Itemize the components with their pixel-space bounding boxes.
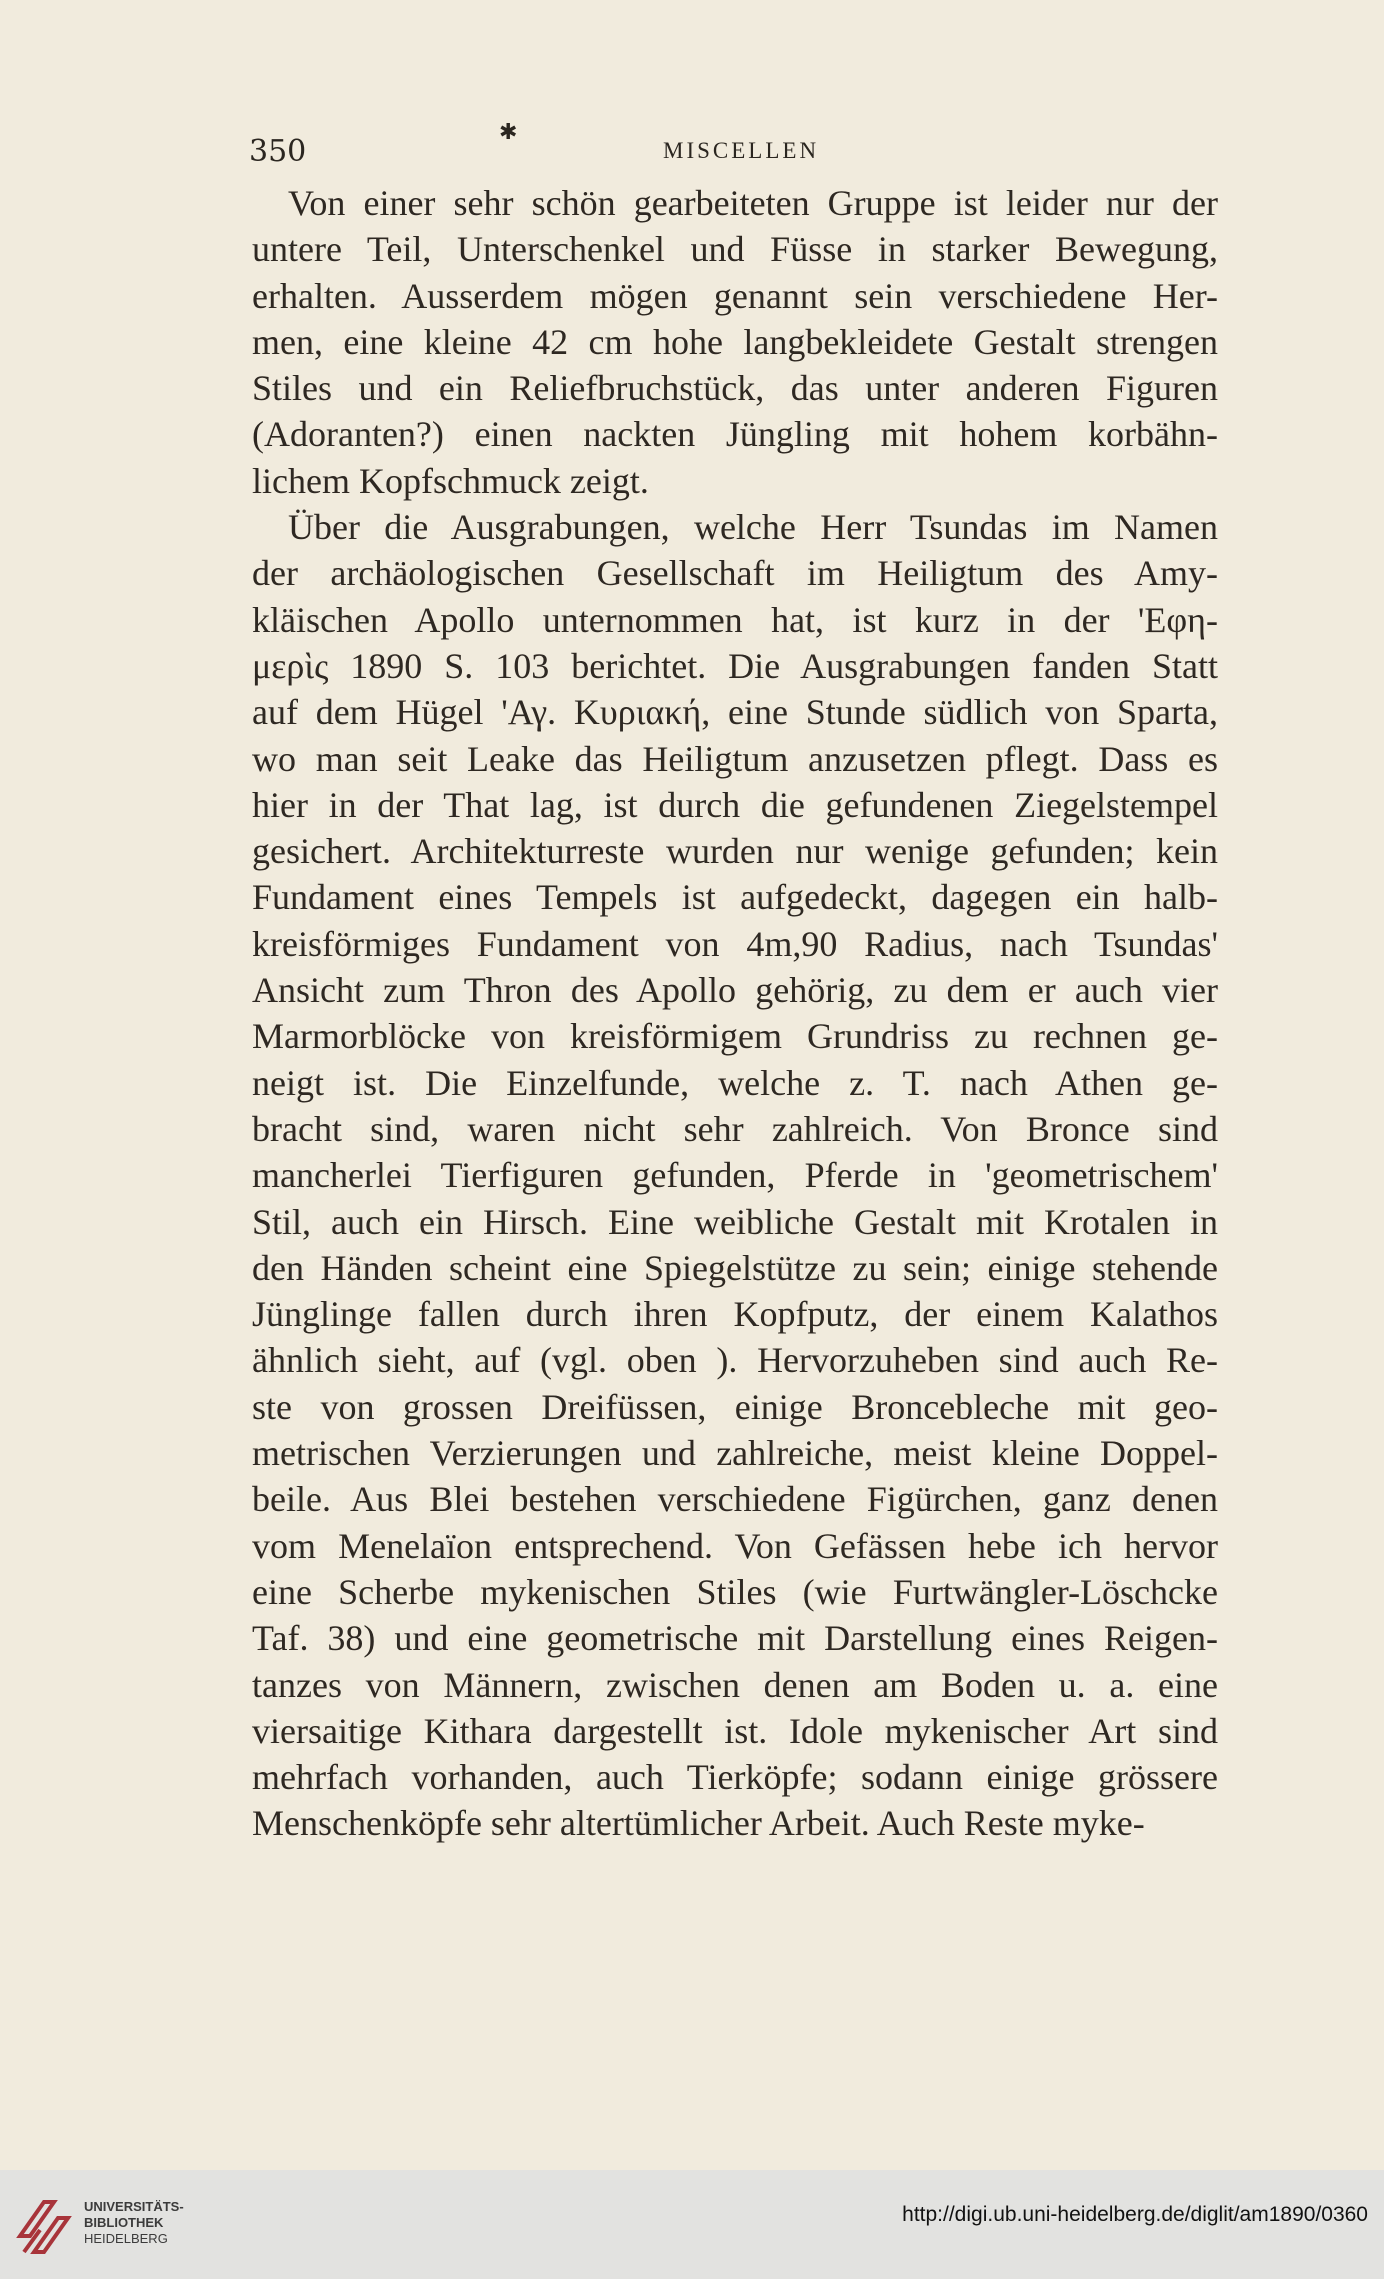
text-line: hier in der That lag, ist durch die gefundenen Ziegelstempel bbox=[252, 784, 1218, 825]
text-line: kläischen Apollo unternommen hat, ist kurz in der 'Εφη- bbox=[252, 599, 1218, 640]
text-line: Menschenköpfe sehr altertümlicher Arbeit. Auch Reste myke- bbox=[252, 1803, 1145, 1844]
library-name-line: UNIVERSITÄTS- bbox=[84, 2199, 184, 2214]
text-line: Jünglinge fallen durch ihren Kopfputz, der einem Kalathos bbox=[252, 1294, 1218, 1335]
library-name-line: BIBLIOTHEK bbox=[84, 2215, 164, 2230]
text-line: mancherlei Tierfiguren gefunden, Pferde in 'geometrischem' bbox=[252, 1155, 1218, 1196]
paragraph-excavations bbox=[252, 504, 1218, 1847]
text-line: untere Teil, Unterschenkel und Füsse in starker Bewegung, bbox=[252, 229, 1218, 270]
paragraph-sculpture-group bbox=[252, 180, 1218, 504]
text-line: Von einer sehr schön gearbeiteten Gruppe ist leider nur der bbox=[288, 183, 1218, 223]
text-line: der archäologischen Gesellschaft im Heiligtum des Amy- bbox=[252, 553, 1218, 594]
text-line: Stiles und ein Reliefbruchstück, das unter anderen Figuren bbox=[252, 368, 1218, 409]
text-line: Marmorblöcke von kreisförmigem Grundriss zu rechnen ge- bbox=[252, 1016, 1218, 1057]
text-line: beile. Aus Blei bestehen verschiedene Figürchen, ganz denen bbox=[252, 1479, 1218, 1520]
section-title: MISCELLEN bbox=[663, 138, 820, 163]
text-line: wo man seit Leake das Heiligtum anzusetzen pflegt. Dass es bbox=[252, 738, 1218, 779]
ornament-mark: ✱ bbox=[499, 120, 518, 145]
text-line: erhalten. Ausserdem mögen genannt sein verschiedene Her- bbox=[252, 275, 1218, 316]
text-line: ähnlich sieht, auf (vgl. oben ). Hervorzuheben sind auch Re- bbox=[252, 1340, 1218, 1381]
text-line: tanzes von Männern, zwischen denen am Boden u. a. eine bbox=[252, 1664, 1218, 1705]
text-line: auf dem Hügel 'Αγ. Κυριακή, eine Stunde südlich von Sparta, bbox=[252, 692, 1218, 733]
text-line: ste von grossen Dreifüssen, einige Broncebleche mit geo- bbox=[252, 1386, 1218, 1427]
text-line: Taf. 38) und eine geometrische mit Darstellung eines Reigen- bbox=[252, 1618, 1218, 1659]
text-line: kreisförmiges Fundament von 4m,90 Radius, nach Tsundas' bbox=[252, 923, 1218, 964]
text-line: Ansicht zum Thron des Apollo gehörig, zu dem er auch vier bbox=[252, 970, 1218, 1011]
footer-bar bbox=[0, 2170, 1384, 2279]
text-line: den Händen scheint eine Spiegelstütze zu sein; einige stehende bbox=[252, 1247, 1218, 1288]
text-line: mehrfach vorhanden, auch Tierköpfe; sodann einige grössere bbox=[252, 1757, 1218, 1798]
university-library-logo-icon[interactable] bbox=[14, 2192, 74, 2262]
body-text bbox=[252, 180, 1218, 1847]
text-line: vom Menelaïon entsprechend. Von Gefässen hebe ich hervor bbox=[252, 1525, 1218, 1566]
page-number: 350 bbox=[249, 134, 307, 169]
text-line: neigt ist. Die Einzelfunde, welche z. T. nach Athen ge- bbox=[252, 1062, 1218, 1103]
text-line: bracht sind, waren nicht sehr zahlreich. Von Bronce sind bbox=[252, 1108, 1218, 1149]
text-line: lichem Kopfschmuck zeigt. bbox=[252, 460, 649, 501]
text-line: men, eine kleine 42 cm hohe langbekleidete Gestalt strengen bbox=[252, 321, 1218, 362]
library-name bbox=[84, 2199, 184, 2247]
text-line: Fundament eines Tempels ist aufgedeckt, dagegen ein halb- bbox=[252, 877, 1218, 918]
text-line: eine Scherbe mykenischen Stiles (wie Furtwängler-Löschcke bbox=[252, 1571, 1218, 1612]
text-line: μερὶς 1890 S. 103 berichtet. Die Ausgrabungen fanden Statt bbox=[252, 645, 1218, 686]
text-line: metrischen Verzierungen und zahlreiche, meist kleine Doppel- bbox=[252, 1433, 1218, 1474]
source-url-link[interactable]: http://digi.ub.uni-heidelberg.de/diglit/am1890/0360 bbox=[902, 2203, 1368, 2226]
running-head bbox=[249, 120, 1219, 174]
text-line: Stil, auch ein Hirsch. Eine weibliche Gestalt mit Krotalen in bbox=[252, 1201, 1218, 1242]
text-line: gesichert. Architekturreste wurden nur wenige gefunden; kein bbox=[252, 831, 1218, 872]
library-name-line: HEIDELBERG bbox=[84, 2231, 168, 2246]
text-line: Über die Ausgrabungen, welche Herr Tsundas im Namen bbox=[288, 507, 1218, 548]
text-line: (Adoranten?) einen nackten Jüngling mit hohem korbähn- bbox=[252, 414, 1218, 455]
text-line: viersaitige Kithara dargestellt ist. Idole mykenischer Art sind bbox=[252, 1710, 1218, 1751]
